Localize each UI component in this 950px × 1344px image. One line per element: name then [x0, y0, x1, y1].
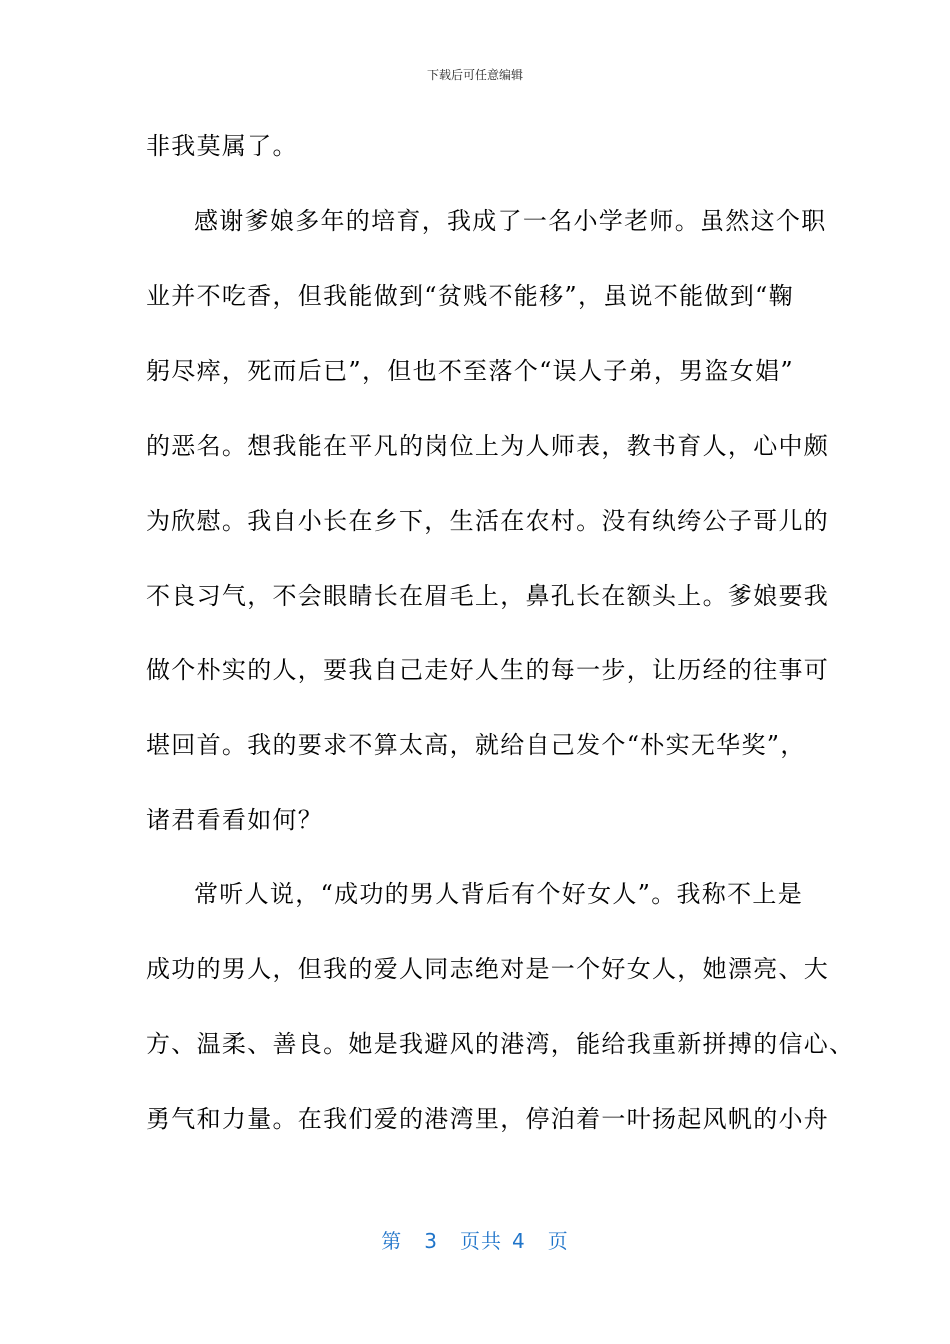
body-line: 非我莫属了。: [146, 132, 298, 160]
footer-suffix: 页: [547, 1229, 569, 1253]
body-line: 业并不吃香，但我能做到“贫贱不能移”，虽说不能做到“鞠: [146, 282, 794, 310]
body-line: 勇气和力量。在我们爱的港湾里，停泊着一叶扬起风帆的小舟: [146, 1105, 830, 1133]
page-number-footer: [0, 1225, 950, 1254]
total-pages-number: 4: [512, 1229, 526, 1253]
page-header-note: 下载后可任意编辑: [426, 68, 523, 82]
body-line: 方、温柔、善良。她是我避风的港湾，能给我重新拼搏的信心、: [146, 1030, 855, 1058]
body-line: 不良习气，不会眼睛长在眉毛上，鼻孔长在额头上。爹娘要我: [146, 582, 830, 610]
body-line: 做个朴实的人，要我自己走好人生的每一步，让历经的往事可: [146, 656, 830, 684]
body-line: 躬尽瘁，死而后已”，但也不至落个“误人子弟，男盗女娼”: [146, 357, 794, 385]
body-line: 堪回首。我的要求不算太高，就给自己发个“朴实无华奖”，: [146, 731, 806, 759]
body-line: 感谢爹娘多年的培育，我成了一名小学老师。虽然这个职: [194, 207, 827, 235]
body-line: 常听人说，“成功的男人背后有个好女人”。我称不上是: [194, 880, 804, 908]
current-page-number: 3: [424, 1229, 438, 1253]
footer-middle: 页共: [460, 1229, 502, 1253]
body-line: 为欣慰。我自小长在乡下，生活在农村。没有纨绔公子哥儿的: [146, 507, 830, 535]
body-line: 的恶名。想我能在平凡的岗位上为人师表，教书育人，心中颇: [146, 432, 830, 460]
body-line: 成功的男人，但我的爱人同志绝对是一个好女人，她漂亮、大: [146, 955, 830, 983]
footer-prefix: 第: [381, 1229, 403, 1253]
body-line: 诸君看看如何？: [146, 806, 324, 834]
